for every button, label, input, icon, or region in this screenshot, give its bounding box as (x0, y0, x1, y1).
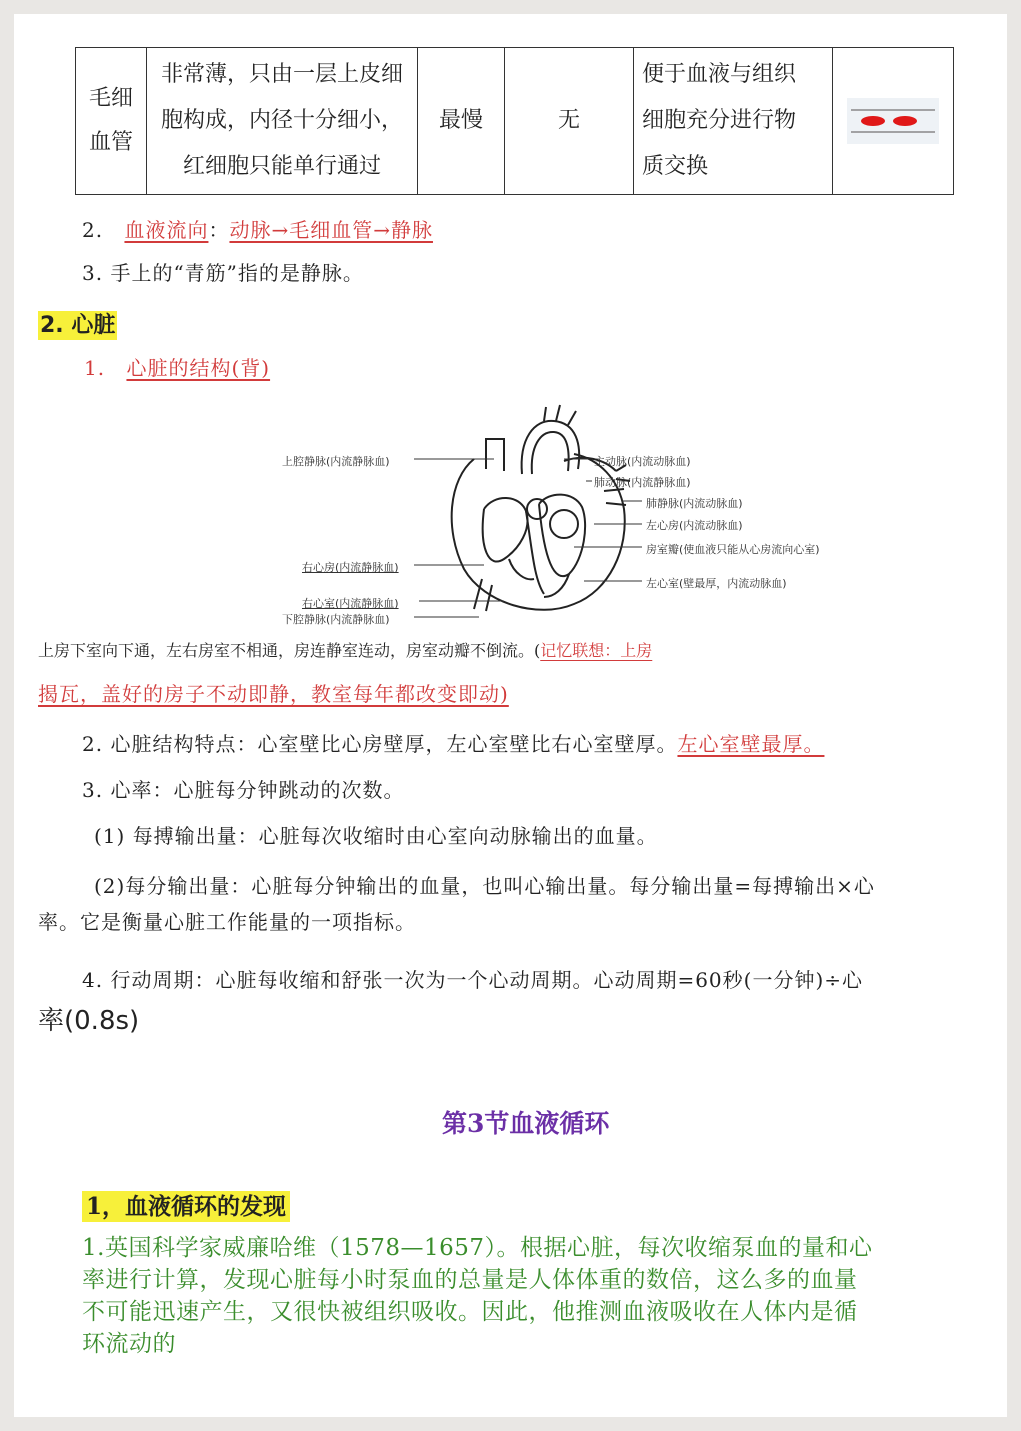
speed-cell: 最慢 (418, 48, 505, 195)
table-row (76, 48, 954, 195)
blood-flow-value: 动脉→毛细血管→静脉 (229, 218, 433, 242)
discovery-line: 不可能迅速产生，又很快被组织吸收。因此，他推测血液吸收在人体内是循 (82, 1299, 858, 1325)
label-superior-vena-cava: 上腔静脉(内流静脉血) (282, 455, 390, 468)
mnemonic-red-1: 记忆联想：上房 (540, 641, 653, 660)
label-left-atrium: 左心房(内流动脉血) (646, 519, 743, 532)
heart-diagram (264, 399, 864, 626)
structure-feature-text: 2. 心脏结构特点：心室壁比心房壁厚，左心室壁比右心室壁厚。 (82, 732, 678, 756)
section-title: 第3节血液循环 (442, 1109, 610, 1138)
mnemonic-red-2: 揭瓦，盖好的房子不动即静，教室每年都改变即动) (38, 682, 509, 706)
capillary-table (75, 47, 954, 195)
valve-cell: 无 (505, 48, 634, 195)
document-page (14, 14, 1007, 1417)
structure-line: 红细胞只能单行通过 (182, 154, 381, 179)
cycle-line-2: 率(0.8s) (38, 1006, 140, 1036)
discovery-line: 率进行计算，发现心脏每小时泵血的总量是人体体重的数倍，这么多的血量 (82, 1267, 858, 1293)
mnemonic-line-1 (38, 638, 652, 661)
stroke-volume-line: (1) 每搏输出量：心脏每次收缩时由心室向动脉输出的血量。 (94, 824, 658, 848)
cycle-line-1: 4. 行动周期：心脏每收缩和舒张一次为一个心动周期。心动周期=60秒(一分钟)÷心 (82, 968, 864, 992)
list-number: 1. (84, 356, 106, 380)
label-pulmonary-artery: 肺动脉(内流静脉血) (594, 476, 691, 489)
function-cell (634, 48, 833, 195)
function-line: 细胞充分进行物 (642, 108, 797, 133)
heart-structure-line (84, 352, 270, 381)
discovery-heading (82, 1188, 290, 1221)
label-inferior-vena-cava: 下腔静脉(内流静脉血) (282, 613, 390, 626)
vessel-name-cell: 毛细 血管 (76, 48, 147, 195)
heart-structure-label: 心脏的结构(背) (126, 356, 271, 380)
label-right-ventricle: 右心室(内流静脉血) (302, 597, 399, 610)
minute-output-line-2: 率。它是衡量心脏工作能量的一项指标。 (38, 910, 416, 934)
discovery-line: 1.英国科学家威廉哈维（1578—1657）。根据心脏，每次收缩泵血的量和心 (82, 1235, 873, 1261)
minute-output-line-1: (2)每分输出量：心脏每分钟输出的血量，也叫心输出量。每分输出量=每搏输出×心 (94, 874, 875, 898)
colon: ： (208, 218, 230, 242)
label-right-atrium: 右心房(内流静脉血) (302, 561, 399, 574)
label-pulmonary-vein: 肺静脉(内流动脉血) (646, 497, 743, 510)
structure-cell (147, 48, 418, 195)
discovery-line: 环流动的 (82, 1331, 176, 1357)
discovery-heading-text: 1，血液循环的发现 (82, 1191, 290, 1222)
heart-heading (38, 308, 117, 339)
structure-feature-red: 左心室壁最厚。 (677, 732, 825, 756)
label-valve: 房室瓣(使血液只能从心房流向心室) (646, 543, 820, 556)
function-line: 便于血液与组织 (642, 62, 797, 87)
structure-feature-line (82, 728, 848, 757)
heart-rate-line: 3. 心率：心脏每分钟跳动的次数。 (82, 778, 405, 802)
structure-line: 非常薄，只由一层上皮细 (160, 62, 403, 87)
blood-flow-line (82, 214, 433, 243)
vein-note: 3. 手上的“青筋”指的是静脉。 (82, 261, 364, 285)
list-number: 2. (82, 218, 104, 242)
capillary-image-cell (833, 48, 954, 195)
label-left-ventricle: 左心室(壁最厚，内流动脉血) (646, 577, 787, 590)
label-aorta: 主动脉(内流动脉血) (594, 455, 691, 468)
function-line: 质交换 (642, 154, 709, 179)
structure-line: 胞构成，内径十分细小， (160, 108, 403, 133)
mnemonic-text: 上房下室向下通，左右房室不相通，房连静室连动，房室动瓣不倒流。( (38, 641, 541, 660)
discovery-paragraph (82, 1232, 873, 1360)
blood-flow-label: 血液流向 (124, 218, 209, 242)
capillary-illustration (847, 98, 939, 144)
heart-heading-text: 2. 心脏 (40, 313, 116, 338)
